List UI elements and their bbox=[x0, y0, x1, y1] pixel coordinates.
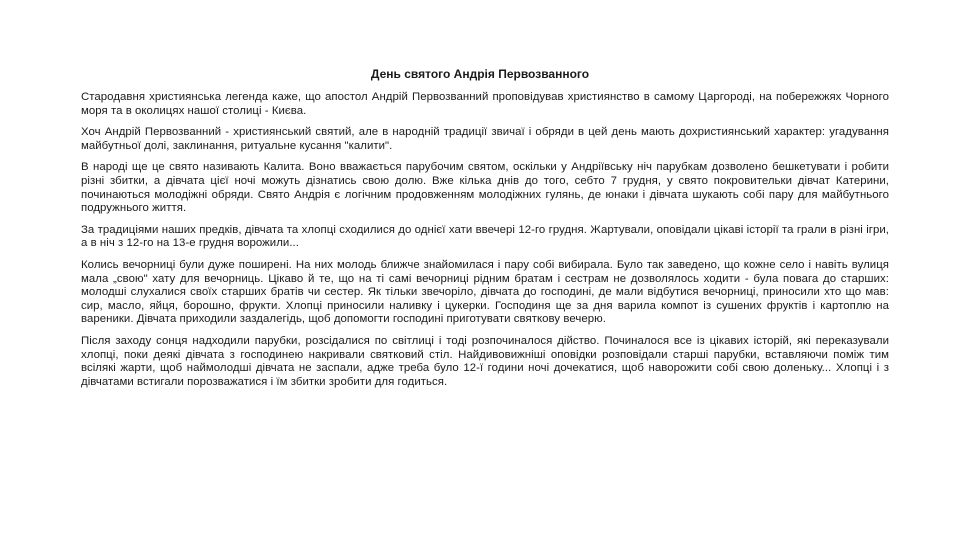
page-title: День святого Андрія Первозванного bbox=[370, 67, 590, 81]
paragraph-vechornytsi: Колись вечорниці були дуже поширені. На них молодь ближче знайомилася і пару собі вибирала. Було так заведено, що кожне село і навіть вулиця мала „свою" хату для вечорниць. Цікаво й те, що на ті самі вечорниці рідним братам і сестрам не дозволялось ходити - була повага до старших: молодші слухалися своїх старших братів чи сестер. Як тільки звечоріло, дівчата до господині, де мали відбутися вечорниці, приносили хто що мав: сир, масло, яйця, борошно, фрукти. Хлопці приносили наливку і цукерки. Господиня ще за дня варила компот із сушених фруктів і картоплю на вареники. Дівчата приходили заздалегідь, щоб допомогти господині приготувати святкову вечерю. bbox=[81, 258, 889, 326]
document-body bbox=[81, 91, 889, 397]
paragraph-kalyta: В народі ще це свято називають Калита. Воно вважається парубочим святом, оскільки у Андріївську ніч парубкам дозволено бешкетувати і робити різні збитки, а дівчата цієї ночі можуть дізнатись свою долю. Вже кілька днів до того, себто 7 грудня, у свято покровительки дівчат Катерини, починаються молодіжні обряди. Свято Андрія є логічним продовженням молодіжних гулянь, де юнаки і дівчата шукають собі пару для майбутнього подружнього життя. bbox=[81, 161, 889, 215]
paragraph-ancestors: За традиціями наших предків, дівчата та хлопці сходилися до однієї хати ввечері 12-го грудня. Жартували, оповідали цікаві історії та грали в різні ігри, а в ніч з 12-го на 13-е грудня ворожили... bbox=[81, 223, 889, 250]
paragraph-evening: Після заходу сонця надходили парубки, розсідалися по світлиці і тоді розпочиналося дійство. Починалося все із цікавих історій, які переказували хлопці, поки деякі дівчата з господинею накривали святковий стіл. Найдивовижніші оповідки розповідали старші парубки, вставляючи поміж тим всілякі жарти, щоб наймолодші дівчата не заспали, адже треба було 12-ї години ночі дочекатися, щоб наворожити собі свою доленьку... Хлопці і з дівчатами встигали порозважатися і їм збитки зробити для годиться. bbox=[81, 334, 889, 388]
paragraph-legend: Стародавня християнська легенда каже, що апостол Андрій Первозванний проповідував християнство в самому Царгороді, на побережжях Чорного моря та в околицях нашої столиці - Києва. bbox=[81, 91, 889, 117]
paragraph-traditions: Хоч Андрій Первозванний - християнський святий, але в народній традиції звичаї і обряди в цей день мають дохристиянський характер: угадування майбутньої долі, заклинання, ритуальне кусання "калити". bbox=[81, 126, 889, 152]
